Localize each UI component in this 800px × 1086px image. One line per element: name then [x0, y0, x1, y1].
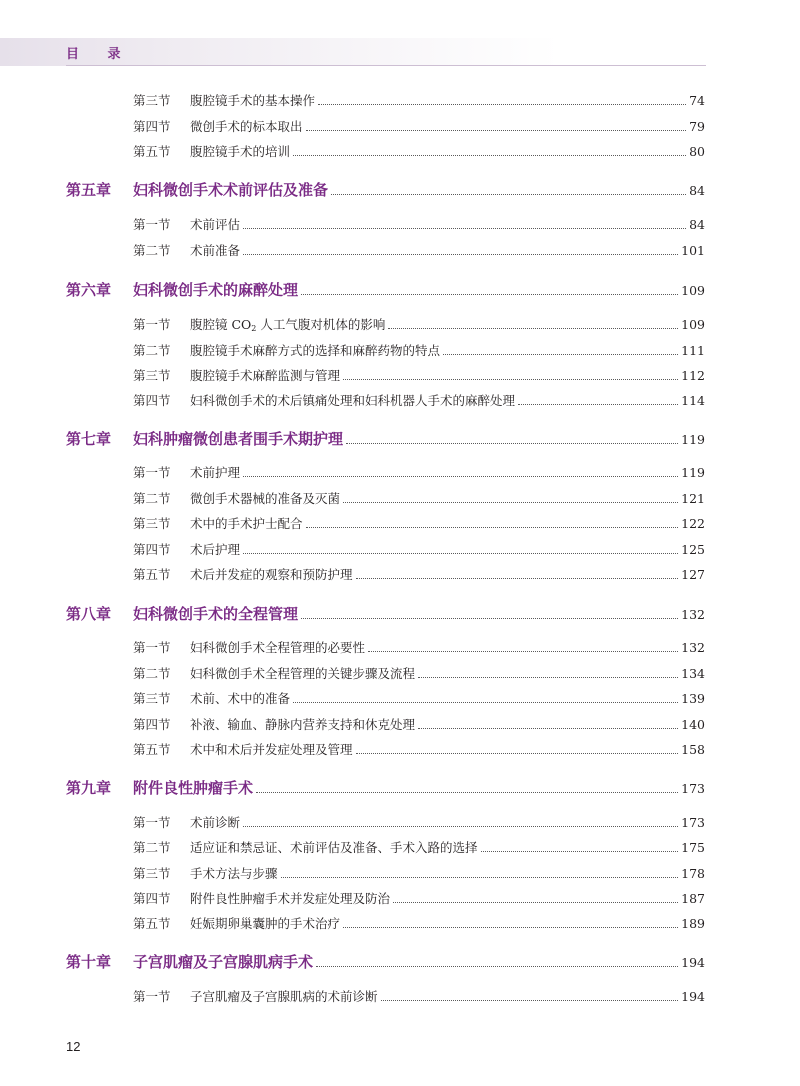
page-ref: 84 [689, 183, 705, 198]
page-ref: 194 [681, 955, 705, 970]
dot-leader [368, 650, 678, 652]
entry-body [190, 864, 705, 884]
toc-section-entry[interactable] [0, 565, 800, 585]
section-title: 腹腔镜手术的培训 [190, 144, 291, 159]
entry-body [190, 463, 705, 483]
dot-leader [243, 552, 678, 554]
entry-body [133, 179, 705, 201]
dot-leader [301, 617, 678, 619]
dot-leader [346, 442, 678, 444]
toc-section-entry[interactable] [0, 638, 800, 658]
entry-body [190, 366, 705, 386]
page-ref: 122 [681, 516, 705, 531]
chapter-number: 第九章 [66, 779, 112, 797]
section-title: 妇科微创手术全程管理的关键步骤及流程 [190, 666, 416, 681]
toc-section-entry[interactable] [0, 664, 800, 684]
entry-body [190, 914, 705, 934]
section-number: 第四节 [133, 393, 171, 408]
toc-chapter-entry[interactable] [0, 279, 800, 299]
dot-leader [306, 526, 679, 528]
section-number: 第一节 [133, 640, 171, 655]
dot-leader [518, 403, 678, 405]
page-ref: 74 [689, 93, 705, 108]
section-title: 微创手术器械的准备及灭菌 [190, 491, 341, 506]
section-title: 术后护理 [190, 542, 241, 557]
section-number: 第三节 [133, 691, 171, 706]
entry-body [190, 514, 705, 534]
toc-section-entry[interactable] [0, 315, 800, 335]
page-ref: 121 [681, 491, 705, 506]
dot-leader [343, 926, 678, 928]
chapter-number: 第七章 [66, 430, 112, 448]
toc-section-entry[interactable] [0, 889, 800, 909]
dot-leader [318, 103, 686, 105]
dot-leader [301, 293, 678, 295]
toc-section-entry[interactable] [0, 341, 800, 361]
section-number: 第一节 [133, 465, 171, 480]
page-ref: 134 [681, 666, 705, 681]
page-ref: 119 [681, 432, 705, 447]
toc-section-entry[interactable] [0, 838, 800, 858]
section-title: 腹腔镜手术的基本操作 [190, 93, 316, 108]
entry-body [190, 565, 705, 585]
entry-body [190, 215, 705, 235]
page-ref: 178 [681, 866, 705, 881]
dot-leader [443, 353, 678, 355]
section-number: 第二节 [133, 840, 171, 855]
dot-leader [481, 850, 679, 852]
page-ref: 127 [681, 567, 705, 582]
dot-leader [393, 901, 678, 903]
chapter-number: 第六章 [66, 281, 112, 299]
entry-body [190, 889, 705, 909]
dot-leader [243, 227, 686, 229]
entry-body [190, 740, 705, 760]
toc-section-entry[interactable] [0, 366, 800, 386]
dot-leader [243, 825, 678, 827]
section-title: 腹腔镜手术麻醉监测与管理 [190, 368, 341, 383]
section-number: 第五节 [133, 742, 171, 757]
page-ref: 79 [689, 119, 705, 134]
title-subscript: 2 [251, 324, 257, 333]
entry-body [190, 838, 705, 858]
toc-section-entry[interactable] [0, 514, 800, 534]
page-ref: 112 [681, 368, 705, 383]
entry-body [133, 603, 705, 625]
toc-section-entry[interactable] [0, 215, 800, 235]
section-title: 妇科微创手术的术后镇痛处理和妇科机器人手术的麻醉处理 [190, 393, 516, 408]
section-number: 第三节 [133, 866, 171, 881]
section-title: 适应证和禁忌证、术前评估及准备、手术入路的选择 [190, 840, 478, 855]
entry-body [190, 489, 705, 509]
entry-body [133, 279, 705, 301]
entry-body [190, 241, 705, 261]
chapter-number: 第十章 [66, 953, 112, 971]
page-ref: 119 [681, 465, 705, 480]
toc-section-entry[interactable] [0, 864, 800, 884]
dot-leader [343, 378, 678, 380]
page-ref: 80 [689, 144, 705, 159]
section-number: 第五节 [133, 567, 171, 582]
entry-body [133, 777, 705, 799]
dot-leader [256, 791, 678, 793]
section-number: 第五节 [133, 144, 171, 159]
dot-leader [281, 876, 679, 878]
section-title: 附件良性肿瘤手术并发症处理及防治 [190, 891, 391, 906]
chapter-title: 附件良性肿瘤手术 [133, 779, 254, 797]
entry-body [190, 540, 705, 560]
page-ref: 111 [681, 343, 705, 358]
entry-body [190, 813, 705, 833]
entry-body [190, 391, 705, 411]
section-title: 腹腔镜手术麻醉方式的选择和麻醉药物的特点 [190, 343, 441, 358]
page-ref: 132 [681, 640, 705, 655]
section-title: 微创手术的标本取出 [190, 119, 303, 134]
chapter-title: 妇科微创手术术前评估及准备 [133, 181, 329, 199]
dot-leader [356, 577, 679, 579]
chapter-title: 妇科微创手术的全程管理 [133, 605, 299, 623]
page-ref: 173 [681, 781, 705, 796]
section-number: 第三节 [133, 93, 171, 108]
header-rule [66, 65, 706, 66]
dot-leader [306, 129, 687, 131]
toc-chapter-entry[interactable] [0, 951, 800, 971]
toc-section-entry[interactable] [0, 463, 800, 483]
entry-body [190, 91, 705, 111]
toc-section-entry[interactable] [0, 813, 800, 833]
section-number: 第一节 [133, 217, 171, 232]
title-part: 人工气腹对机体的影响 [256, 317, 386, 332]
dot-leader [243, 475, 678, 477]
entry-body [190, 987, 705, 1007]
section-title: 术前护理 [190, 465, 241, 480]
dot-leader [316, 965, 678, 967]
section-title: 术中的手术护士配合 [190, 516, 303, 531]
entry-body [190, 638, 705, 658]
section-title: 术前、术中的准备 [190, 691, 291, 706]
page-ref: 101 [681, 243, 705, 258]
section-number: 第一节 [133, 989, 171, 1004]
dot-leader [381, 999, 679, 1001]
section-number: 第四节 [133, 542, 171, 557]
toc-section-entry[interactable] [0, 689, 800, 709]
page-ref: 139 [681, 691, 705, 706]
dot-leader [293, 701, 678, 703]
page-ref: 140 [681, 717, 705, 732]
page-ref: 189 [681, 916, 705, 931]
section-number: 第二节 [133, 666, 171, 681]
toc-section-entry[interactable] [0, 117, 800, 137]
toc-chapter-entry[interactable] [0, 179, 800, 199]
page-ref: 194 [681, 989, 705, 1004]
dot-leader [356, 752, 679, 754]
page-ref: 84 [689, 217, 705, 232]
dot-leader [388, 327, 678, 329]
toc-section-entry[interactable] [0, 987, 800, 1007]
toc-chapter-entry[interactable] [0, 428, 800, 448]
page-ref: 109 [681, 283, 705, 298]
dot-leader [243, 253, 678, 255]
toc-section-entry[interactable] [0, 241, 800, 261]
section-number: 第一节 [133, 317, 171, 332]
page-ref: 175 [681, 840, 705, 855]
dot-leader [331, 193, 686, 195]
chapter-title: 妇科肿瘤微创患者围手术期护理 [133, 430, 344, 448]
toc-section-entry[interactable] [0, 715, 800, 735]
dot-leader [293, 154, 686, 156]
entry-body [190, 142, 705, 162]
entry-body [190, 315, 705, 335]
entry-body [133, 428, 705, 450]
section-number: 第二节 [133, 491, 171, 506]
toc-section-entry[interactable] [0, 489, 800, 509]
section-title: 妊娠期卵巢囊肿的手术治疗 [190, 916, 341, 931]
section-title: 手术方法与步骤 [190, 866, 278, 881]
chapter-title: 子宫肌瘤及子宫腺肌病手术 [133, 953, 314, 971]
dot-leader [343, 501, 678, 503]
chapter-number: 第八章 [66, 605, 112, 623]
page-ref: 114 [681, 393, 705, 408]
chapter-title: 妇科微创手术的麻醉处理 [133, 281, 299, 299]
page-number: 12 [66, 1039, 81, 1054]
section-title: 术后并发症的观察和预防护理 [190, 567, 353, 582]
entry-body [133, 951, 705, 973]
toc-section-entry[interactable] [0, 740, 800, 760]
section-title: 补液、输血、静脉内营养支持和休克处理 [190, 717, 416, 732]
entry-body [190, 341, 705, 361]
page-ref: 125 [681, 542, 705, 557]
toc-section-entry[interactable] [0, 142, 800, 162]
toc-chapter-entry[interactable] [0, 603, 800, 623]
section-number: 第五节 [133, 916, 171, 931]
page-ref: 187 [681, 891, 705, 906]
chapter-number: 第五章 [66, 181, 112, 199]
section-title: 术中和术后并发症处理及管理 [190, 742, 353, 757]
section-number: 第二节 [133, 343, 171, 358]
entry-body [190, 664, 705, 684]
entry-body [190, 715, 705, 735]
toc-section-entry[interactable] [0, 540, 800, 560]
page-ref: 158 [681, 742, 705, 757]
header-title: 目 录 [66, 47, 133, 62]
toc-chapter-entry[interactable] [0, 777, 800, 797]
section-number: 第二节 [133, 243, 171, 258]
section-number: 第三节 [133, 368, 171, 383]
section-number: 第一节 [133, 815, 171, 830]
section-title: 术前诊断 [190, 815, 241, 830]
toc-section-entry[interactable] [0, 91, 800, 111]
section-number: 第四节 [133, 119, 171, 134]
title-part: 腹腔镜 CO [190, 317, 252, 332]
section-title: 术前准备 [190, 243, 241, 258]
section-title [190, 315, 385, 339]
dot-leader [418, 727, 678, 729]
page-ref: 109 [681, 317, 705, 332]
toc-section-entry[interactable] [0, 391, 800, 411]
dot-leader [418, 676, 678, 678]
entry-body [190, 117, 705, 137]
page-ref: 173 [681, 815, 705, 830]
section-title: 术前评估 [190, 217, 241, 232]
section-number: 第三节 [133, 516, 171, 531]
section-number: 第四节 [133, 891, 171, 906]
section-title: 妇科微创手术全程管理的必要性 [190, 640, 366, 655]
section-title: 子宫肌瘤及子宫腺肌病的术前诊断 [190, 989, 378, 1004]
entry-body [190, 689, 705, 709]
section-number: 第四节 [133, 717, 171, 732]
toc-section-entry[interactable] [0, 914, 800, 934]
page-ref: 132 [681, 607, 705, 622]
